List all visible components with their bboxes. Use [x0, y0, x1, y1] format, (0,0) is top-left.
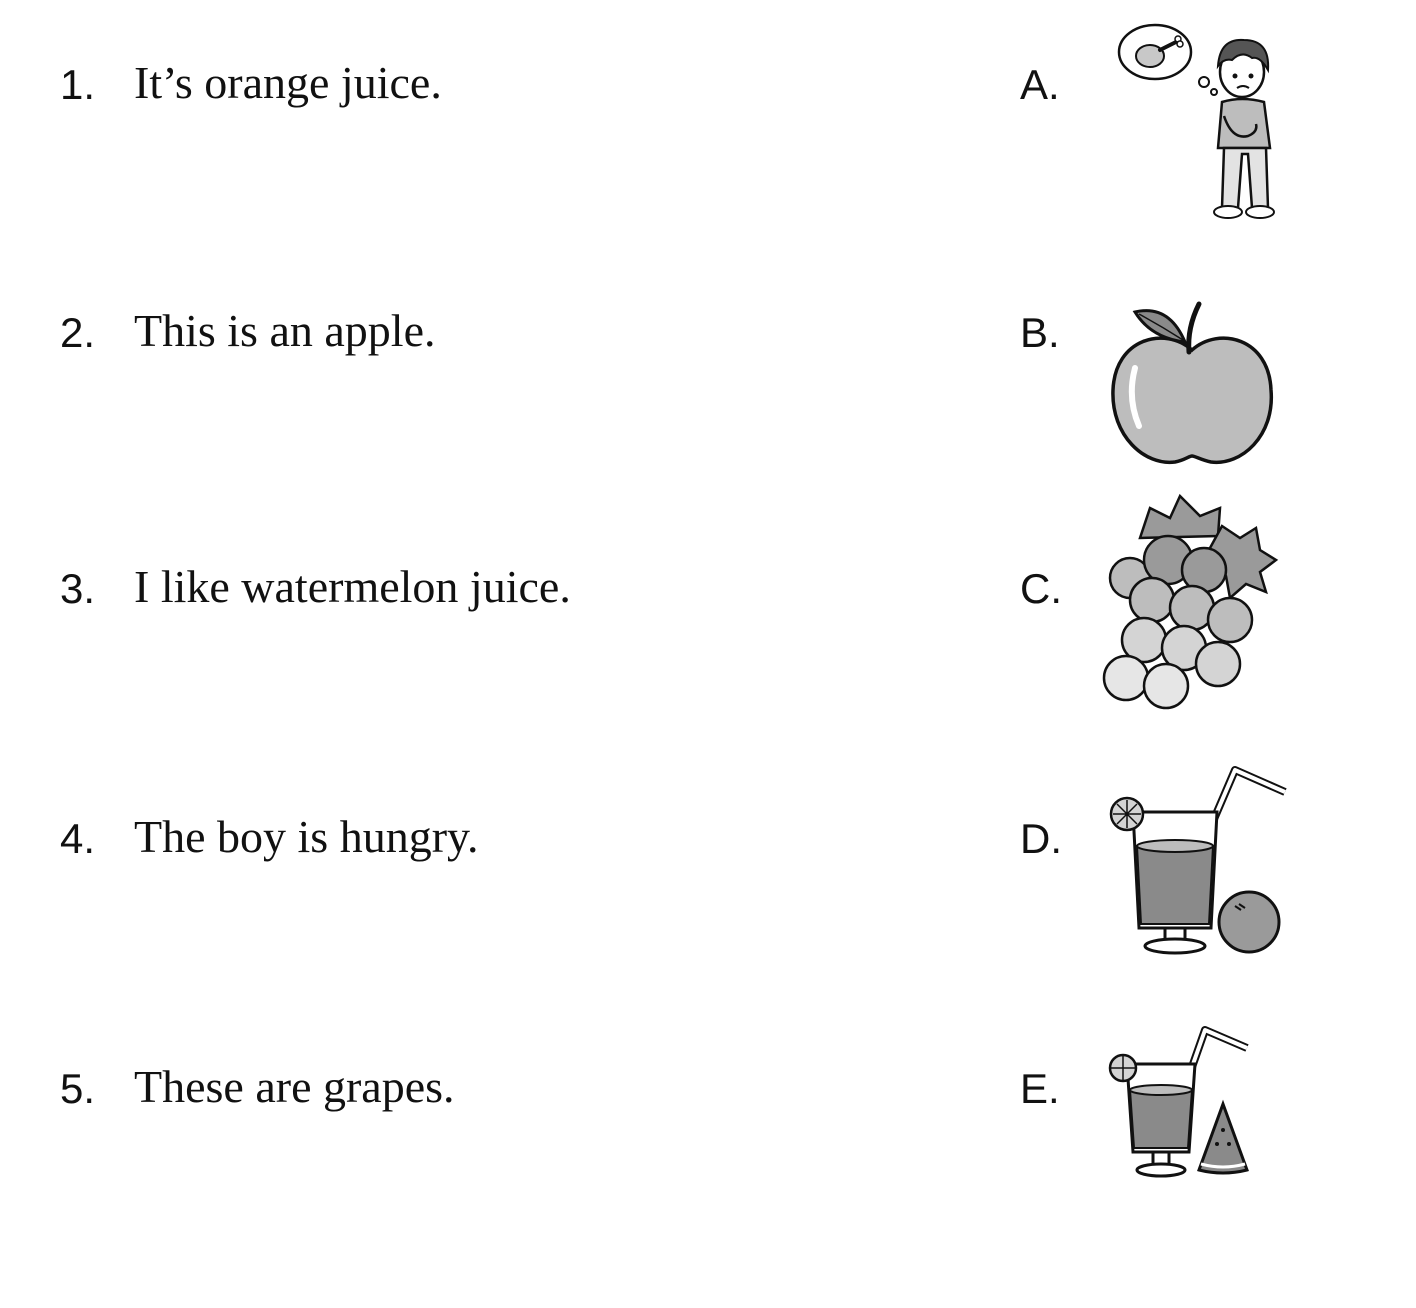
apple-icon — [1105, 298, 1280, 473]
sentence-text: I like watermelon juice. — [134, 561, 571, 612]
grapes-icon — [1100, 488, 1285, 713]
sentence-text: It’s orange juice. — [134, 57, 442, 108]
sentence-text: This is an apple. — [134, 305, 436, 356]
hungry-boy-icon — [1110, 20, 1290, 230]
sentence-text: These are grapes. — [134, 1061, 455, 1112]
sentence-number: 1. — [60, 61, 96, 108]
picture-letter: B. — [1020, 309, 1060, 356]
sentence-number: 5. — [60, 1065, 96, 1112]
sentence-text: The boy is hungry. — [134, 811, 479, 862]
sentence-number: 2. — [60, 309, 96, 356]
orange-juice-icon — [1105, 760, 1290, 960]
sentence-number: 4. — [60, 815, 96, 862]
picture-letter: A. — [1020, 61, 1060, 108]
watermelon-juice-icon — [1105, 1024, 1255, 1184]
sentence-number: 3. — [60, 565, 96, 612]
picture-letter: E. — [1020, 1065, 1060, 1112]
picture-letter: D. — [1020, 815, 1062, 862]
picture-letter: C. — [1020, 565, 1062, 612]
